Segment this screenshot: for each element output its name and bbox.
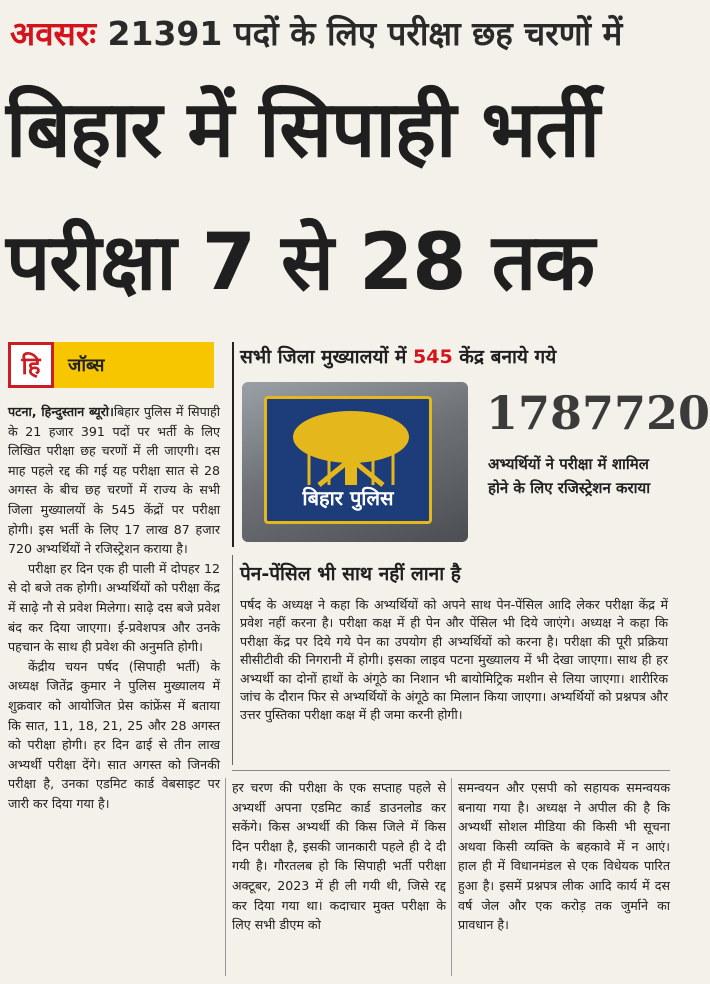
centres-subhead xyxy=(240,340,670,374)
column-rule xyxy=(232,342,234,547)
paragraph-4: हर चरण की परीक्षा के एक सप्ताह पहले से अभ्यर्थी अपना एडमिट कार्ड डाउनलोड कर सकेंगे। किस अभ्यर्थी की किस जिले में किस दिन परीक्षा है, इसकी जानकारी पहले ही दे दी गयी है। गौरतलब हो कि सिपाही भर्ती परीक्षा अक्टूबर, 2023 में ही ली गयी थी, जिसे रद्द कर दिया गया था। कदाचार मुक्त परीक्षा के लिए सभी डीएम को xyxy=(232,780,446,933)
subhead-post: केंद्र बनाये गये xyxy=(452,346,557,368)
kicker xyxy=(10,6,670,62)
box-rule xyxy=(232,555,233,765)
logo-glyph: हि xyxy=(21,351,41,380)
registration-caption: अभ्यर्थियों ने परीक्षा में शामिल होने के लिए रजिस्ट्रेशन कराया xyxy=(488,455,651,497)
box-heading: पेन-पेंसिल भी साथ नहीं लाना है xyxy=(240,563,461,585)
hindustan-logo-icon xyxy=(8,342,54,388)
banyan-tree-emblem-icon xyxy=(289,407,413,491)
jobs-brand-strip xyxy=(8,342,214,388)
kicker-text: 21391 पदों के लिए परीक्षा छह चरणों में xyxy=(107,14,623,53)
bihar-police-photo xyxy=(242,382,468,542)
paragraph-1: बिहार पुलिस में सिपाही के 21 हजार 391 पदों पर भर्ती के लिए लिखित परीक्षा छह चरणों में ली जाएगी। दस माह पहले रद्द की गई यह परीक्षा सात से 28 अगस्त के बीच छह चरणों में राज्य के सभी जिला मुख्यालयों के 545 केंद्रों पर परीक्षा होगी। इस भर्ती के लिए 17 लाख 87 हजार 720 अभ्यर्थियों ने रजिस्ट्रेशन कराया है। xyxy=(8,404,220,557)
subhead-pre: सभी जिला मुख्यालयों में xyxy=(240,346,414,368)
column-divider-1 xyxy=(225,778,226,976)
column-divider-2 xyxy=(451,778,452,976)
headline-line-2: परीक्षा 7 से 28 तक xyxy=(6,218,595,308)
article-column-2 xyxy=(232,778,446,978)
dateline: पटना, हिन्दुस्तान ब्यूरो। xyxy=(8,404,114,419)
subhead-number: 545 xyxy=(413,346,453,368)
headline-line-1: बिहार में सिपाही भर्ती xyxy=(6,85,599,175)
kicker-label: अवसरः xyxy=(10,14,97,53)
paragraph-2: परीक्षा हर दिन एक ही पाली में दोपहर 12 से दो बजे तक होगी। अभ्यर्थियों को परीक्षा केंद्र में साढ़े नौ से प्रवेश मिलेगा। साढ़े दस बजे प्रवेश बंद कर दिया जाएगा। ई-प्रवेशपत्र और उनके पहचान के साथ ही प्रवेश की अनुमति होगी। xyxy=(8,560,220,655)
brand-label: जॉब्स xyxy=(68,355,105,376)
paragraph-3: केंद्रीय चयन पर्षद (सिपाही भर्ती) के अध्यक्ष जितेंद्र कुमार ने पुलिस मुख्यालय में शुक्रवार को आयोजित प्रेस कांफ्रेंस में बताया कि सात, 11, 18, 21, 25 और 28 अगस्त को परीक्षा होगी। हर दिन ढाई से तीन लाख अभ्यर्थी परीक्षा देंगे। सात अगस्त को जिनकी परीक्षा है, उनका एडमिट कार्ड वेबसाइट पर जारी कर दिया गया है। xyxy=(8,658,220,811)
box-text: पर्षद के अध्यक्ष ने कहा कि अभ्यर्थियों को अपने साथ पेन-पेंसिल आदि लेकर परीक्षा केंद्र में प्रवेश नहीं करना है। परीक्षा कक्ष में ही पेन और पेंसिल भी दिये जाएंगे। अध्यक्ष ने कहा कि परीक्षा केंद्र पर दिये गये पेन का उपयोग ही अभ्यर्थियों को करना है। परीक्षा की पूरी प्रक्रिया सीसीटीवी की निगरानी में होगी। इसका लाइव पटना मुख्यालय में भी देखा जाएगा। साथ ही हर अभ्यर्थी का दोनों हाथों के अंगूठे का निशान भी बायोमिट्रिक मशीन से लिया जाएगा। शारीरिक जांच के दौरान फिर से अभ्यर्थियों के अंगूठे का मिलान किया जाएगा। अभ्यर्थियों को प्रश्नपत्र और उत्तर पुस्तिका परीक्षा कक्ष में ही जमा करनी होगी। xyxy=(240,597,668,723)
police-board xyxy=(264,396,432,524)
article-column-3 xyxy=(458,778,670,978)
section-rule xyxy=(232,770,670,771)
photo-label: बिहार पुलिस xyxy=(302,486,394,510)
article-column-1 xyxy=(8,402,220,977)
paragraph-5: समन्वयन और एसपी को सहायक समन्वयक बनाया गया है। अध्यक्ष ने अपील की है कि अभ्यर्थी सोशल मीडिया की किसी भी सूचना अथवा किसी व्यक्ति के बहकावे में न आएं। हाल ही में विधानमंडल से एक विधेयक पारित हुआ है। इसमें प्रश्नपत्र लीक आदि कार्य में दस वर्ष जेल और एक करोड़ तक जुर्माने का प्रावधान है। xyxy=(458,780,670,933)
registration-count: 1787720 xyxy=(486,386,710,440)
